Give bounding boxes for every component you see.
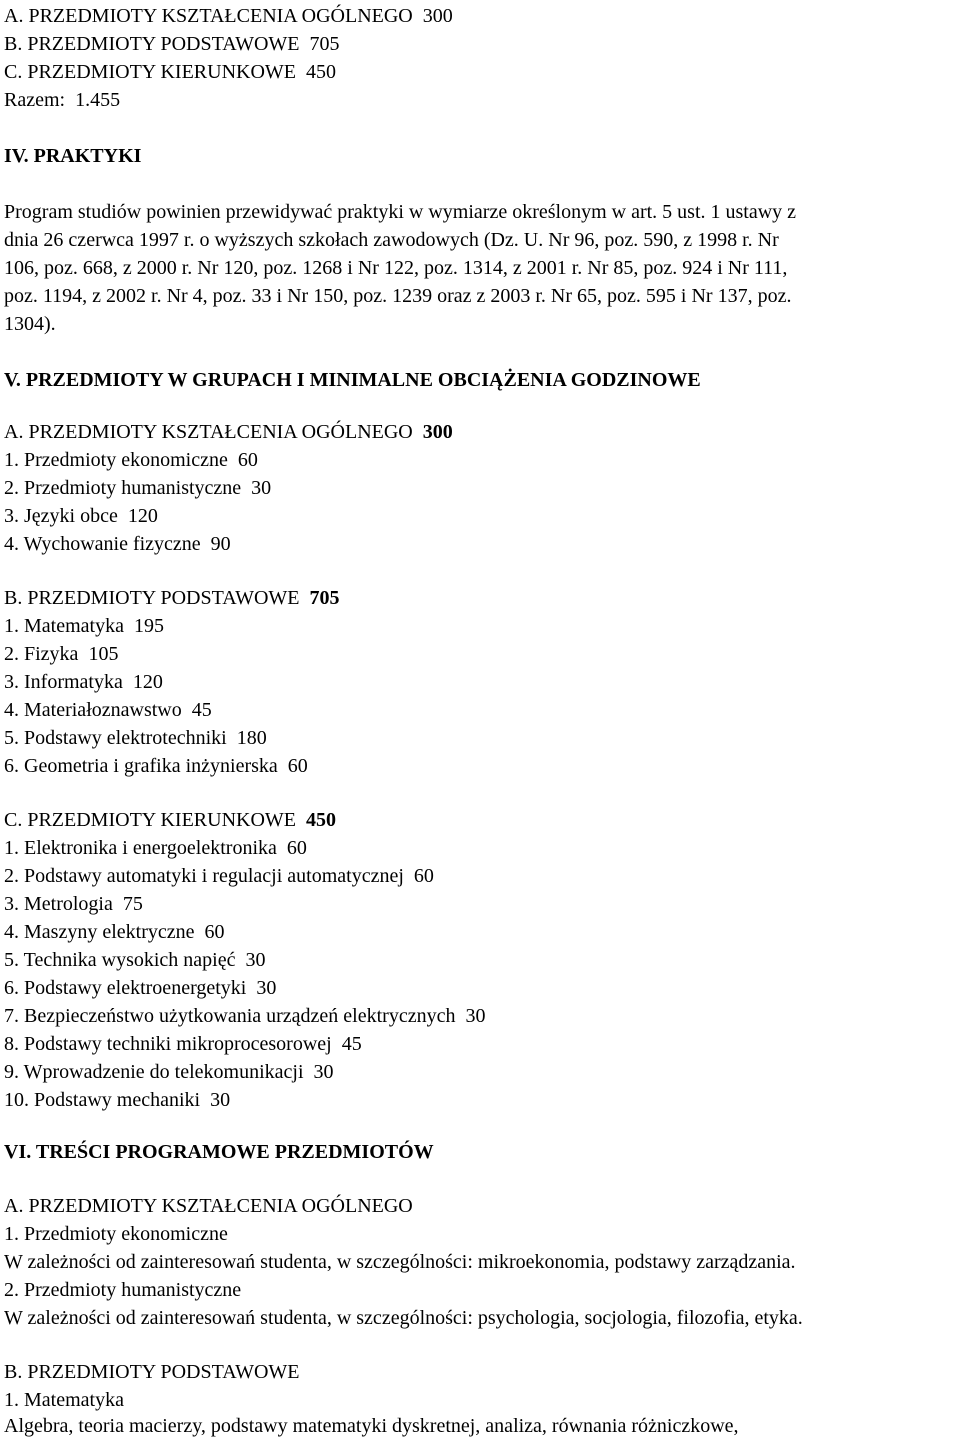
group-a-item: 1. Przedmioty ekonomiczne 60 <box>4 449 258 471</box>
group-c-item: 4. Maszyny elektryczne 60 <box>4 921 225 943</box>
group-c-item: 5. Technika wysokich napięć 30 <box>4 949 266 971</box>
summary-line-b: B. PRZEDMIOTY PODSTAWOWE 705 <box>4 33 340 55</box>
group-b-title: B. PRZEDMIOTY PODSTAWOWE 705 <box>4 587 340 609</box>
group-a-item: 2. Przedmioty humanistyczne 30 <box>4 477 272 499</box>
section-4-line: dnia 26 czerwca 1997 r. o wyższych szkołach zawodowych (Dz. U. Nr 96, poz. 590, z 1998 r. Nr <box>4 229 779 251</box>
section-4-line: 106, poz. 668, z 2000 r. Nr 120, poz. 1268 i Nr 122, poz. 1314, z 2001 r. Nr 85, poz. 924 i Nr 111, <box>4 257 788 279</box>
group-a-title: A. PRZEDMIOTY KSZTAŁCENIA OGÓLNEGO 300 <box>4 421 453 443</box>
content-group-a-title: A. PRZEDMIOTY KSZTAŁCENIA OGÓLNEGO <box>4 1195 413 1217</box>
group-c-title: C. PRZEDMIOTY KIERUNKOWE 450 <box>4 809 337 831</box>
content-a1-text: W zależności od zainteresowań studenta, w szczególności: mikroekonomia, podstawy zarządzania. <box>4 1251 796 1273</box>
section-5-heading: V. PRZEDMIOTY W GRUPACH I MINIMALNE OBCIĄŻENIA GODZINOWE <box>4 369 701 391</box>
section-6-heading: VI. TREŚCI PROGRAMOWE PRZEDMIOTÓW <box>4 1141 434 1163</box>
group-a-item: 3. Języki obce 120 <box>4 505 158 527</box>
group-c-item: 2. Podstawy automatyki i regulacji automatycznej 60 <box>4 865 434 887</box>
group-b-item: 4. Materiałoznawstwo 45 <box>4 699 212 721</box>
group-b-item: 6. Geometria i grafika inżynierska 60 <box>4 755 308 777</box>
summary-line-c: C. PRZEDMIOTY KIERUNKOWE 450 <box>4 61 337 83</box>
group-c-item: 10. Podstawy mechaniki 30 <box>4 1089 231 1111</box>
group-b-item: 5. Podstawy elektrotechniki 180 <box>4 727 267 749</box>
section-4-line: 1304). <box>4 313 56 335</box>
group-c-item: 7. Bezpieczeństwo użytkowania urządzeń elektrycznych 30 <box>4 1005 486 1027</box>
group-b-item: 3. Informatyka 120 <box>4 671 163 693</box>
content-b1-title: 1. Matematyka <box>4 1389 124 1411</box>
content-a1-title: 1. Przedmioty ekonomiczne <box>4 1223 228 1245</box>
group-c-item: 3. Metrologia 75 <box>4 893 143 915</box>
section-4-heading: IV. PRAKTYKI <box>4 145 142 167</box>
group-b-item: 1. Matematyka 195 <box>4 615 164 637</box>
group-c-item: 6. Podstawy elektroenergetyki 30 <box>4 977 277 999</box>
content-group-b-title: B. PRZEDMIOTY PODSTAWOWE <box>4 1361 300 1383</box>
group-c-item: 1. Elektronika i energoelektronika 60 <box>4 837 307 859</box>
group-a-item: 4. Wychowanie fizyczne 90 <box>4 533 231 555</box>
content-a2-text: W zależności od zainteresowań studenta, w szczególności: psychologia, socjologia, filozofia, etyka. <box>4 1307 803 1329</box>
summary-total: Razem: 1.455 <box>4 89 121 111</box>
content-a2-title: 2. Przedmioty humanistyczne <box>4 1279 242 1301</box>
summary-line-a: A. PRZEDMIOTY KSZTAŁCENIA OGÓLNEGO 300 <box>4 5 453 27</box>
group-c-item: 9. Wprowadzenie do telekomunikacji 30 <box>4 1061 334 1083</box>
group-c-item: 8. Podstawy techniki mikroprocesorowej 45 <box>4 1033 362 1055</box>
section-4-line: poz. 1194, z 2002 r. Nr 4, poz. 33 i Nr 150, poz. 1239 oraz z 2003 r. Nr 65, poz. 595 i Nr 137, poz. <box>4 285 792 307</box>
group-b-item: 2. Fizyka 105 <box>4 643 119 665</box>
section-4-line: Program studiów powinien przewidywać praktyki w wymiarze określonym w art. 5 ust. 1 ustawy z <box>4 201 797 223</box>
content-b1-text: Algebra, teoria macierzy, podstawy matematyki dyskretnej, analiza, równania różniczkowe, <box>4 1415 739 1437</box>
